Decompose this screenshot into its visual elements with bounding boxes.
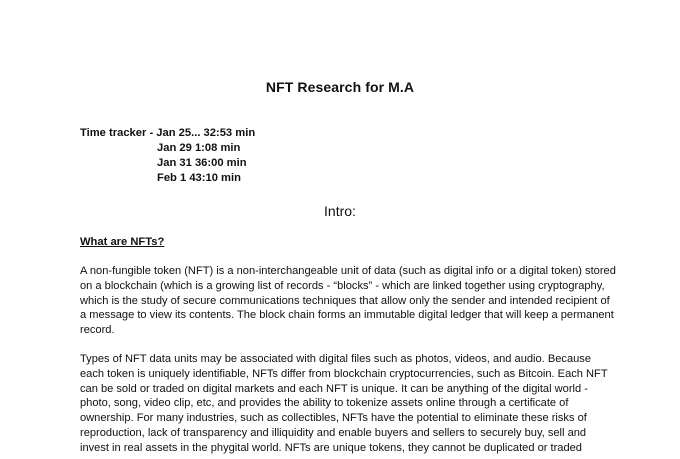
time-tracker-entry: Feb 1 43:10 min (157, 172, 241, 184)
time-tracker-entry: Jan 29 1:08 min (157, 142, 241, 154)
time-tracker-label: Time tracker - Jan 25... 32:53 min (80, 127, 256, 139)
time-tracker-entry: Jan 31 36:00 min (157, 157, 247, 169)
time-tracker (80, 126, 255, 186)
section-heading-intro: Intro: (324, 203, 356, 219)
body-paragraph: A non-fungible token (NFT) is a non-interchangeable unit of data (such as digital info or a digital token) stored on a blockchain (which is a growing list of records - “blocks” - which are linked together using cryptography, which is the study of secure communications techniques that allow only the sender and intended recipient of a message to view its contents. The block chain forms an immutable digital ledger that will keep a permanent record. (80, 265, 616, 337)
subheading-what-are-nfts: What are NFTs? (80, 236, 165, 248)
document-title: NFT Research for M.A (265, 79, 415, 95)
body-paragraph: Types of NFT data units may be associated with digital files such as photos, videos, and audio. Because each token is uniquely identifiable, NFTs differ from blockchain cryptocurrencies, such as Bitcoin. Each NFT can be sold or traded on digital markets and each NFT is unique. It can be anything of the digital world - photo, song, video clip, etc, and provides the ability to tokenize assets online through a certificate of ownership. For many industries, such as collectibles, NFTs have the potential to eliminate these risks of reproduction, lack of transparency and illiquidity and enable buyers and sellers to securely buy, sell and invest in real assets in the phygital world. NFTs are unique tokens, they cannot be duplicated or traded (80, 353, 608, 454)
